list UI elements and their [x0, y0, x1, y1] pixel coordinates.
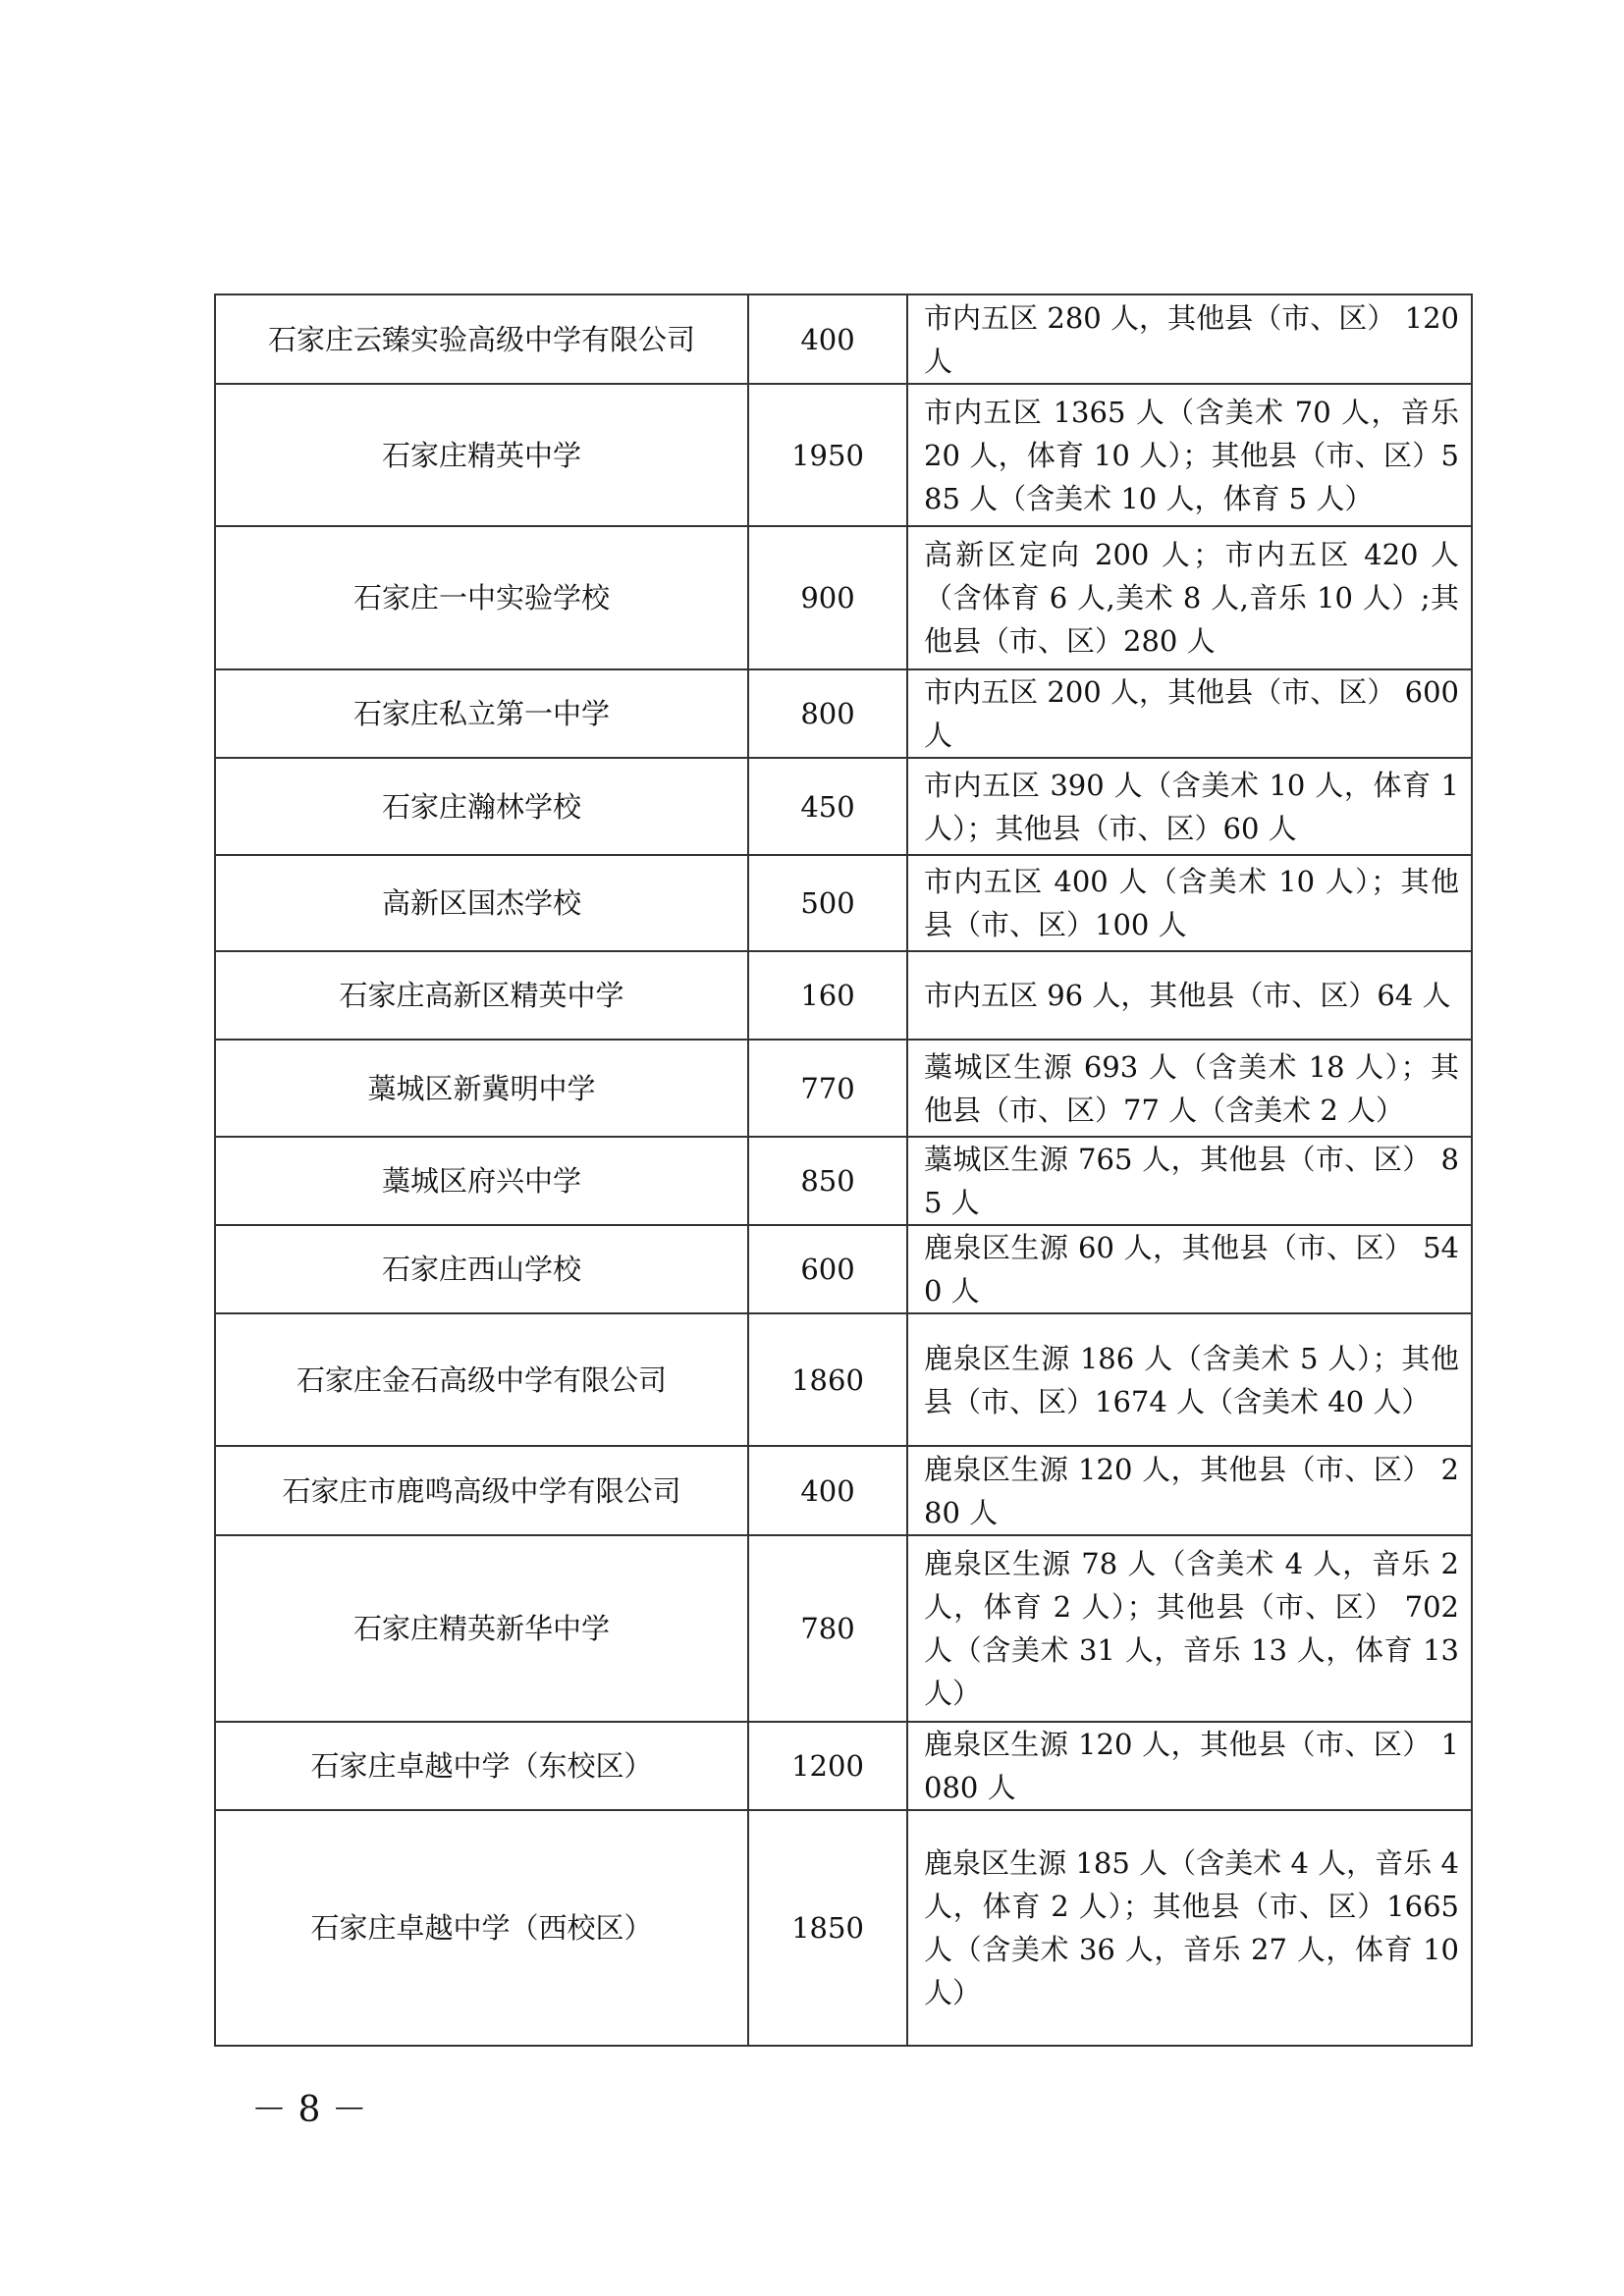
enrollment-count: 1200 — [748, 1722, 907, 1810]
table-row — [215, 1040, 1472, 1137]
table-row — [215, 1446, 1472, 1535]
enrollment-count: 400 — [748, 294, 907, 384]
table-row — [215, 1313, 1472, 1446]
school-name: 石家庄市鹿鸣高级中学有限公司 — [215, 1446, 748, 1535]
enrollment-count: 850 — [748, 1137, 907, 1225]
enrollment-count: 780 — [748, 1535, 907, 1722]
table-row — [215, 1810, 1472, 2046]
enrollment-count: 400 — [748, 1446, 907, 1535]
table-row — [215, 758, 1472, 855]
school-name: 石家庄精英中学 — [215, 384, 748, 526]
page-number: － 8 － — [251, 2090, 367, 2130]
enrollment-count: 160 — [748, 951, 907, 1040]
school-name: 石家庄云臻实验高级中学有限公司 — [215, 294, 748, 384]
enrollment-count: 900 — [748, 526, 907, 669]
enrollment-count: 500 — [748, 855, 907, 951]
quota-detail: 藁城区生源 693 人（含美术 18 人）；其他县（市、区）77 人（含美术 2 人） — [907, 1040, 1472, 1137]
quota-detail: 鹿泉区生源 78 人（含美术 4 人，音乐 2 人，体育 2 人）；其他县（市、区） 702 人（含美术 31 人，音乐 13 人，体育 13 人） — [907, 1535, 1472, 1722]
table-row — [215, 294, 1472, 384]
quota-detail: 鹿泉区生源 60 人，其他县（市、区） 540 人 — [907, 1225, 1472, 1313]
quota-detail: 市内五区 390 人（含美术 10 人，体育 1 人）；其他县（市、区）60 人 — [907, 758, 1472, 855]
school-name: 石家庄一中实验学校 — [215, 526, 748, 669]
quota-detail: 藁城区生源 765 人，其他县（市、区） 85 人 — [907, 1137, 1472, 1225]
school-name: 石家庄精英新华中学 — [215, 1535, 748, 1722]
quota-detail: 市内五区 280 人，其他县（市、区） 120 人 — [907, 294, 1472, 384]
quota-detail: 鹿泉区生源 120 人，其他县（市、区） 1080 人 — [907, 1722, 1472, 1810]
enrollment-count: 1950 — [748, 384, 907, 526]
school-name: 石家庄西山学校 — [215, 1225, 748, 1313]
enrollment-count: 600 — [748, 1225, 907, 1313]
quota-detail: 高新区定向 200 人；市内五区 420 人（含体育 6 人,美术 8 人,音乐 10 人）;其他县（市、区）280 人 — [907, 526, 1472, 669]
table-row — [215, 1722, 1472, 1810]
table-row — [215, 526, 1472, 669]
quota-detail: 鹿泉区生源 120 人，其他县（市、区） 280 人 — [907, 1446, 1472, 1535]
table-row — [215, 1535, 1472, 1722]
enrollment-count: 770 — [748, 1040, 907, 1137]
table-row — [215, 855, 1472, 951]
school-name: 高新区国杰学校 — [215, 855, 748, 951]
table-row — [215, 951, 1472, 1040]
quota-detail: 市内五区 1365 人（含美术 70 人，音乐 20 人，体育 10 人）；其他县（市、区）585 人（含美术 10 人，体育 5 人） — [907, 384, 1472, 526]
enrollment-count: 1850 — [748, 1810, 907, 2046]
school-name: 藁城区新冀明中学 — [215, 1040, 748, 1137]
enrollment-count: 1860 — [748, 1313, 907, 1446]
enrollment-count: 800 — [748, 669, 907, 758]
school-name: 石家庄私立第一中学 — [215, 669, 748, 758]
school-name: 石家庄卓越中学（西校区） — [215, 1810, 748, 2046]
quota-detail: 市内五区 400 人（含美术 10 人）；其他县（市、区）100 人 — [907, 855, 1472, 951]
quota-detail: 市内五区 96 人，其他县（市、区）64 人 — [907, 951, 1472, 1040]
school-name: 石家庄高新区精英中学 — [215, 951, 748, 1040]
table-row — [215, 1225, 1472, 1313]
school-name: 石家庄金石高级中学有限公司 — [215, 1313, 748, 1446]
table-row — [215, 384, 1472, 526]
enrollment-count: 450 — [748, 758, 907, 855]
table-row — [215, 1137, 1472, 1225]
school-name: 石家庄瀚林学校 — [215, 758, 748, 855]
quota-detail: 鹿泉区生源 185 人（含美术 4 人，音乐 4 人，体育 2 人）；其他县（市、区）1665 人（含美术 36 人，音乐 27 人，体育 10 人） — [907, 1810, 1472, 2046]
school-name: 藁城区府兴中学 — [215, 1137, 748, 1225]
enrollment-quota-table — [214, 294, 1473, 2047]
quota-detail: 市内五区 200 人，其他县（市、区） 600 人 — [907, 669, 1472, 758]
quota-detail: 鹿泉区生源 186 人（含美术 5 人）；其他县（市、区）1674 人（含美术 40 人） — [907, 1313, 1472, 1446]
table-row — [215, 669, 1472, 758]
school-name: 石家庄卓越中学（东校区） — [215, 1722, 748, 1810]
